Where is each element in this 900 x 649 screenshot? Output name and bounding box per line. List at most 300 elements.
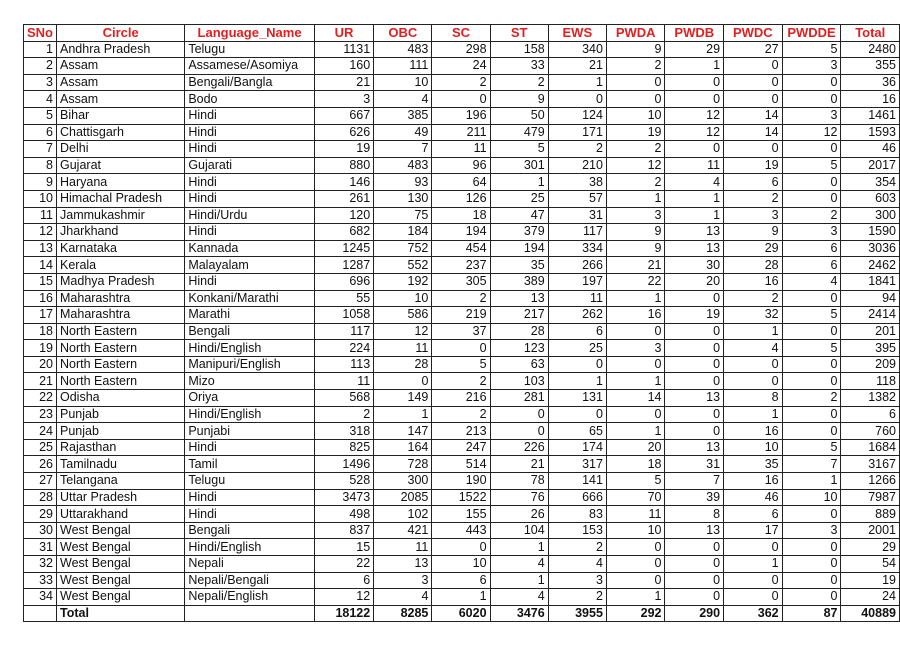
cell-total: 2017 bbox=[841, 157, 900, 174]
cell-pwda: 0 bbox=[606, 406, 665, 423]
cell-ur: 120 bbox=[314, 207, 373, 224]
cell-pwdb: 8 bbox=[665, 506, 724, 523]
cell-sc: 2 bbox=[432, 373, 490, 390]
cell-st: 63 bbox=[490, 356, 548, 373]
cell-total: 300 bbox=[841, 207, 900, 224]
cell-pwdb: 13 bbox=[665, 439, 724, 456]
cell-obc: 7 bbox=[374, 141, 432, 158]
cell-ews: 1 bbox=[548, 373, 606, 390]
cell-ews: 266 bbox=[548, 257, 606, 274]
cell-circle: Maharashtra bbox=[57, 290, 185, 307]
cell-sno: 9 bbox=[24, 174, 57, 191]
cell-sno: 19 bbox=[24, 340, 57, 357]
cell-ews: 25 bbox=[548, 340, 606, 357]
cell-pwdb: 29 bbox=[665, 41, 724, 58]
cell-pwda: 0 bbox=[606, 572, 665, 589]
cell-ur: 528 bbox=[314, 473, 373, 490]
cell-ur: 626 bbox=[314, 124, 373, 141]
cell-ews: 4 bbox=[548, 556, 606, 573]
cell-pwdc: 3 bbox=[724, 207, 783, 224]
cell-circle: West Bengal bbox=[57, 572, 185, 589]
cell-ews: 117 bbox=[548, 224, 606, 241]
cell-sno: 28 bbox=[24, 489, 57, 506]
cell-total: 29 bbox=[841, 539, 900, 556]
cell-pwdb: 11 bbox=[665, 157, 724, 174]
cell-total: 6 bbox=[841, 406, 900, 423]
cell-st: 2 bbox=[490, 74, 548, 91]
cell-language-name: Hindi bbox=[185, 273, 315, 290]
cell-pwdc: 0 bbox=[724, 58, 783, 75]
cell-ur: 22 bbox=[314, 556, 373, 573]
table-row bbox=[24, 323, 900, 340]
cell-ews: 141 bbox=[548, 473, 606, 490]
column-header-language-name: Language_Name bbox=[185, 25, 315, 42]
cell-pwdde: 3 bbox=[782, 107, 841, 124]
cell-st: 104 bbox=[490, 522, 548, 539]
cell-ur: 667 bbox=[314, 107, 373, 124]
cell-ur: 261 bbox=[314, 190, 373, 207]
cell-circle: Rajasthan bbox=[57, 439, 185, 456]
cell-language-name: Nepali/English bbox=[185, 589, 315, 606]
cell-pwda: 9 bbox=[606, 224, 665, 241]
cell-pwda: 18 bbox=[606, 456, 665, 473]
total-cell-ur: 18122 bbox=[314, 605, 373, 622]
cell-pwda: 10 bbox=[606, 522, 665, 539]
cell-sc: 211 bbox=[432, 124, 490, 141]
cell-pwdc: 2 bbox=[724, 290, 783, 307]
cell-pwdde: 12 bbox=[782, 124, 841, 141]
column-header-circle: Circle bbox=[57, 25, 185, 42]
cell-ur: 3 bbox=[314, 91, 373, 108]
table-row bbox=[24, 406, 900, 423]
cell-sno: 26 bbox=[24, 456, 57, 473]
cell-obc: 49 bbox=[374, 124, 432, 141]
cell-sc: 237 bbox=[432, 257, 490, 274]
cell-obc: 11 bbox=[374, 340, 432, 357]
total-cell-circle: Total bbox=[57, 605, 185, 622]
cell-total: 2480 bbox=[841, 41, 900, 58]
cell-pwdc: 28 bbox=[724, 257, 783, 274]
cell-total: 16 bbox=[841, 91, 900, 108]
cell-pwda: 1 bbox=[606, 190, 665, 207]
cell-sno: 32 bbox=[24, 556, 57, 573]
cell-obc: 728 bbox=[374, 456, 432, 473]
total-cell-sno bbox=[24, 605, 57, 622]
cell-obc: 147 bbox=[374, 423, 432, 440]
table-row bbox=[24, 240, 900, 257]
cell-st: 13 bbox=[490, 290, 548, 307]
cell-pwda: 21 bbox=[606, 257, 665, 274]
cell-obc: 1 bbox=[374, 406, 432, 423]
cell-pwdde: 3 bbox=[782, 224, 841, 241]
cell-pwda: 20 bbox=[606, 439, 665, 456]
cell-pwdc: 1 bbox=[724, 406, 783, 423]
cell-ur: 224 bbox=[314, 340, 373, 357]
cell-st: 1 bbox=[490, 572, 548, 589]
cell-pwdde: 0 bbox=[782, 589, 841, 606]
table-row bbox=[24, 257, 900, 274]
cell-obc: 75 bbox=[374, 207, 432, 224]
cell-ews: 666 bbox=[548, 489, 606, 506]
cell-pwda: 5 bbox=[606, 473, 665, 490]
cell-total: 209 bbox=[841, 356, 900, 373]
cell-pwdb: 0 bbox=[665, 141, 724, 158]
cell-pwdc: 1 bbox=[724, 556, 783, 573]
cell-language-name: Nepali/Bengali bbox=[185, 572, 315, 589]
cell-circle: Odisha bbox=[57, 390, 185, 407]
cell-language-name: Hindi/English bbox=[185, 539, 315, 556]
cell-pwdb: 1 bbox=[665, 190, 724, 207]
cell-ur: 160 bbox=[314, 58, 373, 75]
cell-pwdb: 0 bbox=[665, 290, 724, 307]
cell-ur: 117 bbox=[314, 323, 373, 340]
cell-language-name: Bengali/Bangla bbox=[185, 74, 315, 91]
cell-obc: 10 bbox=[374, 74, 432, 91]
cell-sno: 31 bbox=[24, 539, 57, 556]
cell-language-name: Hindi bbox=[185, 141, 315, 158]
cell-pwdc: 14 bbox=[724, 124, 783, 141]
cell-pwdb: 13 bbox=[665, 240, 724, 257]
cell-total: 24 bbox=[841, 589, 900, 606]
column-header-total: Total bbox=[841, 25, 900, 42]
table-row bbox=[24, 506, 900, 523]
cell-pwdb: 1 bbox=[665, 58, 724, 75]
cell-language-name: Nepali bbox=[185, 556, 315, 573]
cell-pwda: 0 bbox=[606, 74, 665, 91]
cell-ews: 21 bbox=[548, 58, 606, 75]
cell-st: 21 bbox=[490, 456, 548, 473]
cell-sc: 0 bbox=[432, 539, 490, 556]
table-row bbox=[24, 556, 900, 573]
cell-st: 194 bbox=[490, 240, 548, 257]
cell-pwdde: 0 bbox=[782, 556, 841, 573]
cell-pwda: 16 bbox=[606, 307, 665, 324]
cell-ews: 153 bbox=[548, 522, 606, 539]
total-cell-pwdde: 87 bbox=[782, 605, 841, 622]
cell-ews: 131 bbox=[548, 390, 606, 407]
cell-pwdc: 8 bbox=[724, 390, 783, 407]
total-cell-pwdc: 362 bbox=[724, 605, 783, 622]
cell-sc: 216 bbox=[432, 390, 490, 407]
cell-ews: 3 bbox=[548, 572, 606, 589]
cell-obc: 586 bbox=[374, 307, 432, 324]
cell-st: 217 bbox=[490, 307, 548, 324]
cell-st: 26 bbox=[490, 506, 548, 523]
cell-total: 1590 bbox=[841, 224, 900, 241]
cell-ews: 57 bbox=[548, 190, 606, 207]
cell-ews: 197 bbox=[548, 273, 606, 290]
cell-language-name: Kannada bbox=[185, 240, 315, 257]
cell-ews: 174 bbox=[548, 439, 606, 456]
cell-ur: 1496 bbox=[314, 456, 373, 473]
cell-ur: 696 bbox=[314, 273, 373, 290]
cell-ur: 498 bbox=[314, 506, 373, 523]
cell-circle: Karnataka bbox=[57, 240, 185, 257]
cell-circle: Jharkhand bbox=[57, 224, 185, 241]
cell-language-name: Telugu bbox=[185, 41, 315, 58]
cell-pwdc: 0 bbox=[724, 356, 783, 373]
cell-total: 201 bbox=[841, 323, 900, 340]
cell-ews: 340 bbox=[548, 41, 606, 58]
cell-sno: 10 bbox=[24, 190, 57, 207]
cell-total: 1266 bbox=[841, 473, 900, 490]
cell-pwdc: 10 bbox=[724, 439, 783, 456]
cell-ews: 65 bbox=[548, 423, 606, 440]
cell-ews: 0 bbox=[548, 356, 606, 373]
table-row bbox=[24, 423, 900, 440]
cell-language-name: Hindi/Urdu bbox=[185, 207, 315, 224]
cell-ews: 11 bbox=[548, 290, 606, 307]
cell-sc: 6 bbox=[432, 572, 490, 589]
cell-ur: 682 bbox=[314, 224, 373, 241]
table-row bbox=[24, 107, 900, 124]
cell-obc: 300 bbox=[374, 473, 432, 490]
total-cell-total: 40889 bbox=[841, 605, 900, 622]
cell-circle: Assam bbox=[57, 91, 185, 108]
cell-pwdde: 0 bbox=[782, 506, 841, 523]
cell-total: 2001 bbox=[841, 522, 900, 539]
cell-st: 0 bbox=[490, 423, 548, 440]
cell-pwdb: 0 bbox=[665, 74, 724, 91]
cell-ur: 6 bbox=[314, 572, 373, 589]
cell-ews: 317 bbox=[548, 456, 606, 473]
cell-language-name: Hindi bbox=[185, 439, 315, 456]
cell-circle: Andhra Pradesh bbox=[57, 41, 185, 58]
cell-total: 1841 bbox=[841, 273, 900, 290]
cell-sno: 5 bbox=[24, 107, 57, 124]
cell-circle: Chattisgarh bbox=[57, 124, 185, 141]
cell-total: 760 bbox=[841, 423, 900, 440]
cell-pwdde: 7 bbox=[782, 456, 841, 473]
cell-circle: Assam bbox=[57, 58, 185, 75]
cell-total: 36 bbox=[841, 74, 900, 91]
cell-obc: 149 bbox=[374, 390, 432, 407]
cell-ur: 1131 bbox=[314, 41, 373, 58]
cell-sc: 155 bbox=[432, 506, 490, 523]
cell-circle: Maharashtra bbox=[57, 307, 185, 324]
cell-obc: 483 bbox=[374, 41, 432, 58]
total-cell-sc: 6020 bbox=[432, 605, 490, 622]
cell-pwda: 1 bbox=[606, 423, 665, 440]
cell-pwdc: 4 bbox=[724, 340, 783, 357]
cell-st: 123 bbox=[490, 340, 548, 357]
cell-total: 54 bbox=[841, 556, 900, 573]
cell-sno: 23 bbox=[24, 406, 57, 423]
cell-pwda: 12 bbox=[606, 157, 665, 174]
cell-pwdb: 13 bbox=[665, 390, 724, 407]
cell-pwdc: 35 bbox=[724, 456, 783, 473]
cell-pwdde: 10 bbox=[782, 489, 841, 506]
cell-total: 1382 bbox=[841, 390, 900, 407]
cell-language-name: Tamil bbox=[185, 456, 315, 473]
cell-ews: 0 bbox=[548, 406, 606, 423]
cell-ur: 318 bbox=[314, 423, 373, 440]
cell-total: 603 bbox=[841, 190, 900, 207]
cell-pwdde: 3 bbox=[782, 522, 841, 539]
cell-sno: 30 bbox=[24, 522, 57, 539]
cell-language-name: Konkani/Marathi bbox=[185, 290, 315, 307]
cell-sno: 7 bbox=[24, 141, 57, 158]
cell-pwdb: 0 bbox=[665, 589, 724, 606]
table-row bbox=[24, 589, 900, 606]
cell-circle: West Bengal bbox=[57, 522, 185, 539]
cell-sno: 22 bbox=[24, 390, 57, 407]
cell-st: 35 bbox=[490, 257, 548, 274]
cell-language-name: Hindi bbox=[185, 190, 315, 207]
cell-st: 0 bbox=[490, 406, 548, 423]
cell-pwdb: 13 bbox=[665, 224, 724, 241]
cell-ews: 171 bbox=[548, 124, 606, 141]
cell-sc: 2 bbox=[432, 406, 490, 423]
cell-ews: 124 bbox=[548, 107, 606, 124]
cell-ur: 880 bbox=[314, 157, 373, 174]
cell-pwdde: 0 bbox=[782, 190, 841, 207]
cell-st: 103 bbox=[490, 373, 548, 390]
cell-sc: 2 bbox=[432, 290, 490, 307]
cell-pwdc: 17 bbox=[724, 522, 783, 539]
vacancy-table bbox=[23, 24, 900, 622]
cell-circle: Punjab bbox=[57, 406, 185, 423]
cell-sc: 305 bbox=[432, 273, 490, 290]
cell-st: 50 bbox=[490, 107, 548, 124]
cell-st: 28 bbox=[490, 323, 548, 340]
cell-pwdde: 0 bbox=[782, 423, 841, 440]
cell-obc: 385 bbox=[374, 107, 432, 124]
cell-sno: 15 bbox=[24, 273, 57, 290]
column-header-ews: EWS bbox=[548, 25, 606, 42]
cell-total: 2414 bbox=[841, 307, 900, 324]
cell-total: 3167 bbox=[841, 456, 900, 473]
cell-circle: West Bengal bbox=[57, 539, 185, 556]
cell-pwdc: 16 bbox=[724, 273, 783, 290]
cell-st: 5 bbox=[490, 141, 548, 158]
table-row bbox=[24, 58, 900, 75]
cell-sc: 11 bbox=[432, 141, 490, 158]
cell-obc: 130 bbox=[374, 190, 432, 207]
cell-total: 355 bbox=[841, 58, 900, 75]
cell-pwdc: 27 bbox=[724, 41, 783, 58]
cell-sno: 6 bbox=[24, 124, 57, 141]
cell-circle: Punjab bbox=[57, 423, 185, 440]
cell-obc: 11 bbox=[374, 539, 432, 556]
cell-pwda: 1 bbox=[606, 589, 665, 606]
cell-pwda: 2 bbox=[606, 58, 665, 75]
cell-circle: Uttarakhand bbox=[57, 506, 185, 523]
cell-pwdb: 7 bbox=[665, 473, 724, 490]
cell-sno: 12 bbox=[24, 224, 57, 241]
cell-pwda: 0 bbox=[606, 356, 665, 373]
cell-language-name: Mizo bbox=[185, 373, 315, 390]
cell-circle: Bihar bbox=[57, 107, 185, 124]
cell-pwda: 10 bbox=[606, 107, 665, 124]
cell-pwdc: 14 bbox=[724, 107, 783, 124]
cell-ur: 837 bbox=[314, 522, 373, 539]
table-row bbox=[24, 124, 900, 141]
cell-ur: 11 bbox=[314, 373, 373, 390]
cell-obc: 192 bbox=[374, 273, 432, 290]
cell-ur: 825 bbox=[314, 439, 373, 456]
cell-sno: 34 bbox=[24, 589, 57, 606]
cell-ur: 113 bbox=[314, 356, 373, 373]
cell-pwdde: 3 bbox=[782, 58, 841, 75]
cell-obc: 2085 bbox=[374, 489, 432, 506]
cell-st: 78 bbox=[490, 473, 548, 490]
cell-sno: 24 bbox=[24, 423, 57, 440]
cell-pwdc: 32 bbox=[724, 307, 783, 324]
cell-sc: 194 bbox=[432, 224, 490, 241]
cell-pwdde: 5 bbox=[782, 340, 841, 357]
cell-language-name: Telugu bbox=[185, 473, 315, 490]
cell-obc: 12 bbox=[374, 323, 432, 340]
table-row bbox=[24, 456, 900, 473]
cell-language-name: Hindi/English bbox=[185, 340, 315, 357]
table-row bbox=[24, 290, 900, 307]
cell-circle: Himachal Pradesh bbox=[57, 190, 185, 207]
cell-circle: North Eastern bbox=[57, 323, 185, 340]
cell-ews: 210 bbox=[548, 157, 606, 174]
cell-ur: 1287 bbox=[314, 257, 373, 274]
cell-pwda: 0 bbox=[606, 556, 665, 573]
cell-ur: 146 bbox=[314, 174, 373, 191]
column-header-ur: UR bbox=[314, 25, 373, 42]
cell-st: 25 bbox=[490, 190, 548, 207]
cell-pwdde: 6 bbox=[782, 240, 841, 257]
cell-pwdde: 0 bbox=[782, 74, 841, 91]
cell-pwdc: 0 bbox=[724, 589, 783, 606]
table-row bbox=[24, 373, 900, 390]
cell-pwdb: 0 bbox=[665, 91, 724, 108]
cell-obc: 111 bbox=[374, 58, 432, 75]
cell-sc: 0 bbox=[432, 91, 490, 108]
table-row bbox=[24, 273, 900, 290]
cell-pwda: 14 bbox=[606, 390, 665, 407]
cell-pwdde: 0 bbox=[782, 141, 841, 158]
cell-pwdb: 20 bbox=[665, 273, 724, 290]
cell-pwda: 70 bbox=[606, 489, 665, 506]
cell-ews: 83 bbox=[548, 506, 606, 523]
cell-pwdde: 4 bbox=[782, 273, 841, 290]
table-body bbox=[24, 41, 900, 622]
table-row bbox=[24, 390, 900, 407]
table-row bbox=[24, 74, 900, 91]
cell-pwdc: 9 bbox=[724, 224, 783, 241]
cell-total: 1684 bbox=[841, 439, 900, 456]
cell-sc: 454 bbox=[432, 240, 490, 257]
cell-st: 4 bbox=[490, 556, 548, 573]
cell-language-name: Hindi bbox=[185, 174, 315, 191]
cell-pwdb: 0 bbox=[665, 356, 724, 373]
cell-pwdde: 0 bbox=[782, 356, 841, 373]
cell-ur: 19 bbox=[314, 141, 373, 158]
cell-sc: 514 bbox=[432, 456, 490, 473]
cell-pwdde: 0 bbox=[782, 539, 841, 556]
cell-sno: 8 bbox=[24, 157, 57, 174]
cell-circle: Gujarat bbox=[57, 157, 185, 174]
cell-ur: 12 bbox=[314, 589, 373, 606]
cell-sc: 298 bbox=[432, 41, 490, 58]
total-row bbox=[24, 605, 900, 622]
cell-st: 389 bbox=[490, 273, 548, 290]
cell-sno: 14 bbox=[24, 257, 57, 274]
cell-total: 354 bbox=[841, 174, 900, 191]
cell-pwdc: 0 bbox=[724, 141, 783, 158]
cell-sno: 17 bbox=[24, 307, 57, 324]
total-cell-language-name bbox=[185, 605, 315, 622]
table-row bbox=[24, 572, 900, 589]
cell-pwdb: 39 bbox=[665, 489, 724, 506]
cell-obc: 164 bbox=[374, 439, 432, 456]
table-row bbox=[24, 157, 900, 174]
